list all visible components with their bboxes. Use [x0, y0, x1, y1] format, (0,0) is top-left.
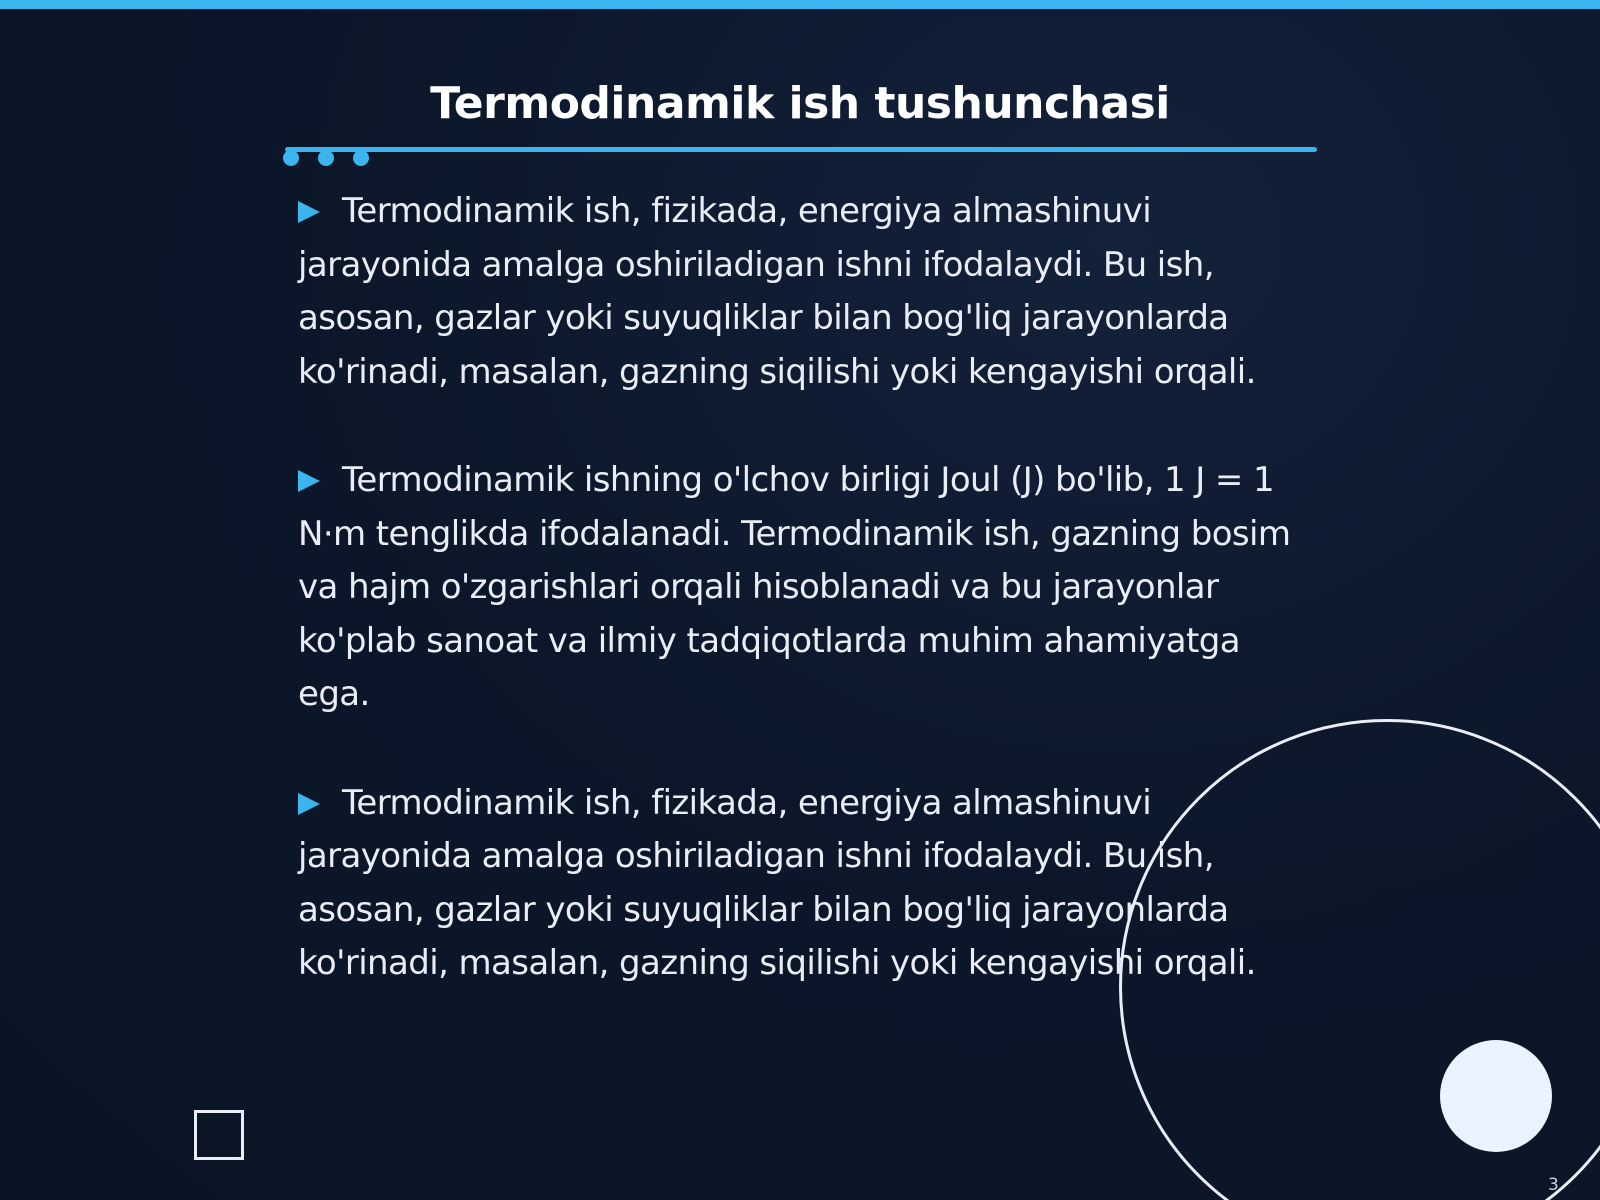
- page-number: 3: [1548, 1175, 1559, 1195]
- slide-title: Termodinamik ish tushunchasi: [430, 78, 1170, 129]
- decorative-square: [194, 1110, 244, 1160]
- bullet-text: Termodinamik ish, fizikada, energiya almashinuvi jarayonida amalga oshiriladigan ishni ifodalaydi. Bu ish, asosan, gazlar yoki suyuqliklar bilan bog'liq jarayonlarda ko'rinadi, masalan, gazning siqilishi yoki kengayishi orqali.: [298, 782, 1256, 983]
- decorative-dot: [318, 150, 334, 166]
- decorative-dot: [283, 150, 299, 166]
- bullet-text: Termodinamik ish, fizikada, energiya almashinuvi jarayonida amalga oshiriladigan ishni ifodalaydi. Bu ish, asosan, gazlar yoki suyuqliklar bilan bog'liq jarayonlarda ko'rinadi, masalan, gazning siqilishi yoki kengayishi orqali.: [298, 191, 1256, 392]
- triangle-right-icon: [298, 201, 320, 223]
- bullet-item: [298, 185, 1303, 399]
- decorative-circle-filled: [1440, 1040, 1552, 1152]
- triangle-right-icon: [298, 793, 320, 815]
- bullet-item: [298, 454, 1303, 722]
- title-underline: [285, 147, 1317, 152]
- triangle-right-icon: [298, 470, 320, 492]
- bullet-text: Termodinamik ishning o'lchov birligi Joul (J) bo'lib, 1 J = 1 N·m tenglikda ifodalanadi. Termodinamik ish, gazning bosim va hajm o'zgarishlari orqali hisoblanadi va bu jarayonlar ko'plab sanoat va ilmiy tadqiqotlarda muhim ahamiyatga ega.: [298, 460, 1291, 714]
- decorative-dot: [353, 150, 369, 166]
- top-accent-bar: [0, 0, 1600, 9]
